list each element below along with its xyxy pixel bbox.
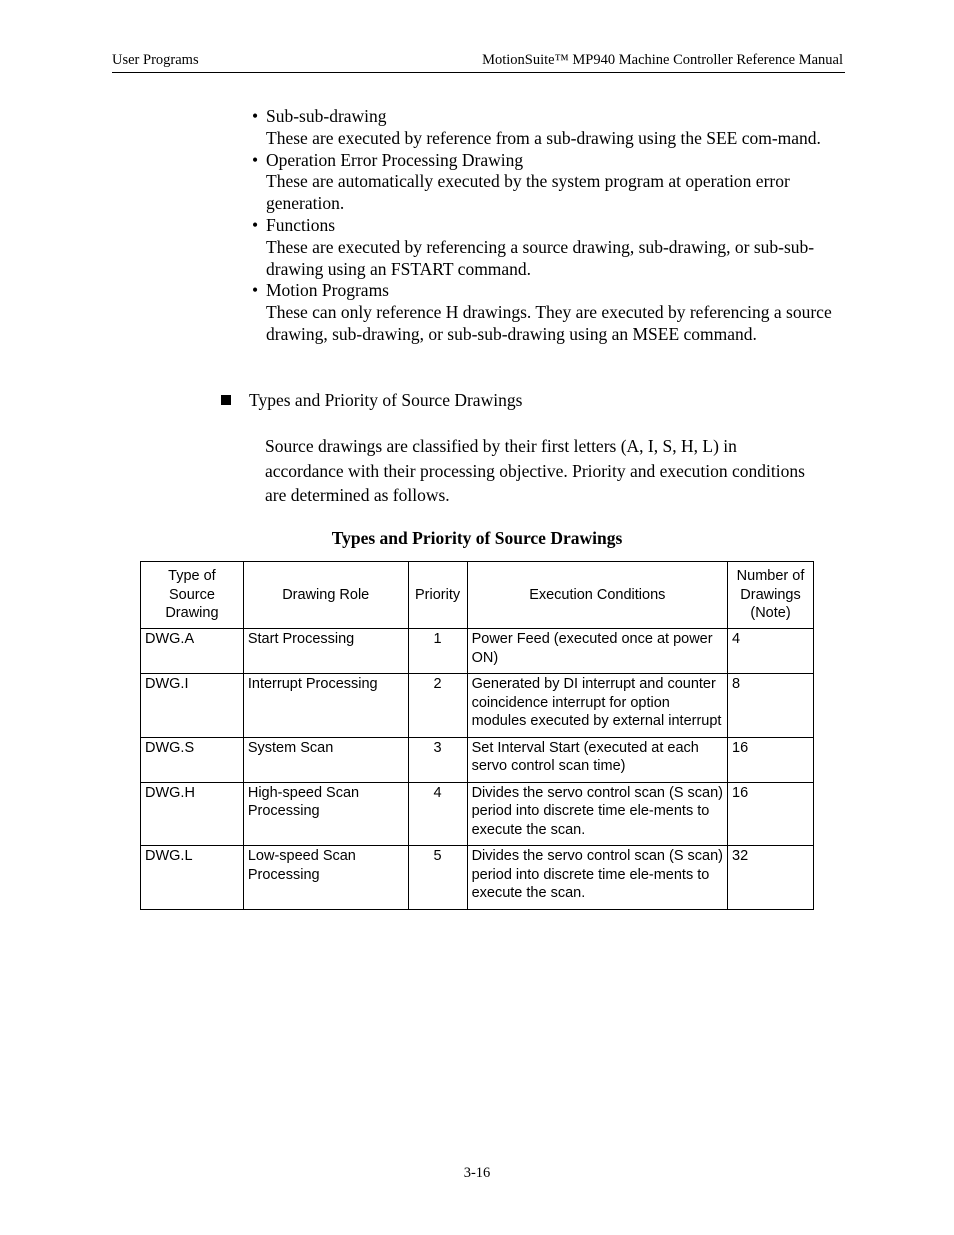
cell-conditions: Divides the servo control scan (S scan) period into discrete time ele-ments to execute the scan. bbox=[467, 782, 727, 846]
cell-role: Low-speed Scan Processing bbox=[243, 846, 408, 910]
bullet-title: Motion Programs bbox=[266, 280, 389, 301]
bullet-item bbox=[252, 150, 852, 215]
bullet-description: These are automatically executed by the system program at operation error generation. bbox=[266, 171, 790, 214]
section-heading bbox=[221, 389, 522, 411]
page-header bbox=[112, 52, 845, 73]
cell-priority: 5 bbox=[408, 846, 467, 910]
cell-count: 32 bbox=[728, 846, 814, 910]
cell-count: 16 bbox=[728, 737, 814, 782]
cell-type: DWG.I bbox=[141, 674, 244, 738]
cell-conditions: Generated by DI interrupt and counter coincidence interrupt for option modules executed by external interrupt bbox=[467, 674, 727, 738]
cell-count: 4 bbox=[728, 629, 814, 674]
cell-count: 16 bbox=[728, 782, 814, 846]
bullet-dot-icon: • bbox=[252, 106, 259, 126]
intro-paragraph: Source drawings are classified by their first letters (A, I, S, H, L) in accordance with their processing objective. Priority and execution conditions are determined as follows. bbox=[265, 436, 805, 505]
table-row bbox=[141, 674, 814, 738]
header-manual-title: MotionSuite™ MP940 Machine Controller Reference Manual bbox=[482, 52, 843, 68]
cell-role: High-speed Scan Processing bbox=[243, 782, 408, 846]
cell-type: DWG.L bbox=[141, 846, 244, 910]
table-row bbox=[141, 737, 814, 782]
bullet-dot-icon: • bbox=[252, 280, 259, 301]
cell-type: DWG.S bbox=[141, 737, 244, 782]
cell-priority: 3 bbox=[408, 737, 467, 782]
table-row bbox=[141, 846, 814, 910]
source-drawings-table bbox=[140, 561, 814, 910]
column-header-conditions: Execution Conditions bbox=[467, 562, 727, 629]
table-title: Types and Priority of Source Drawings bbox=[331, 528, 623, 548]
cell-conditions: Power Feed (executed once at power ON) bbox=[467, 629, 727, 674]
column-header-type: Type of Source Drawing bbox=[141, 562, 244, 629]
column-header-role: Drawing Role bbox=[243, 562, 408, 629]
cell-conditions: Set Interval Start (executed at each servo control scan time) bbox=[467, 737, 727, 782]
cell-conditions: Divides the servo control scan (S scan) period into discrete time ele-ments to execute the scan. bbox=[467, 846, 727, 910]
bullet-description: These are executed by referencing a source drawing, sub-drawing, or sub-sub-drawing using an FSTART command. bbox=[266, 236, 815, 279]
bullet-dot-icon: • bbox=[252, 214, 259, 235]
bullet-list bbox=[252, 106, 852, 346]
cell-count: 8 bbox=[728, 674, 814, 738]
bullet-title: Sub-sub-drawing bbox=[266, 106, 387, 126]
section-heading-text: Types and Priority of Source Drawings bbox=[249, 390, 523, 410]
bullet-title: Functions bbox=[266, 214, 336, 235]
page-number: 3-16 bbox=[463, 1165, 491, 1181]
cell-type: DWG.H bbox=[141, 782, 244, 846]
bullet-title: Operation Error Processing Drawing bbox=[266, 149, 524, 170]
cell-role: Start Processing bbox=[243, 629, 408, 674]
column-header-priority: Priority bbox=[408, 562, 467, 629]
cell-priority: 2 bbox=[408, 674, 467, 738]
bullet-description: These can only reference H drawings. They are executed by referencing a source drawing, sub-drawing, or sub-sub-drawing using an MSEE command. bbox=[266, 302, 832, 344]
bullet-dot-icon: • bbox=[252, 149, 259, 170]
bullet-item bbox=[252, 280, 852, 345]
cell-type: DWG.A bbox=[141, 629, 244, 674]
bullet-description: These are executed by reference from a sub-drawing using the SEE com-mand. bbox=[266, 127, 821, 148]
cell-priority: 4 bbox=[408, 782, 467, 846]
square-bullet-icon bbox=[221, 395, 231, 405]
bullet-item bbox=[252, 106, 852, 150]
cell-role: Interrupt Processing bbox=[243, 674, 408, 738]
table-header-row bbox=[141, 562, 814, 629]
bullet-item bbox=[252, 215, 852, 280]
header-section-title: User Programs bbox=[112, 52, 199, 68]
column-header-count: Number of Drawings (Note) bbox=[728, 562, 814, 629]
cell-priority: 1 bbox=[408, 629, 467, 674]
cell-role: System Scan bbox=[243, 737, 408, 782]
table-row bbox=[141, 629, 814, 674]
table-row bbox=[141, 782, 814, 846]
